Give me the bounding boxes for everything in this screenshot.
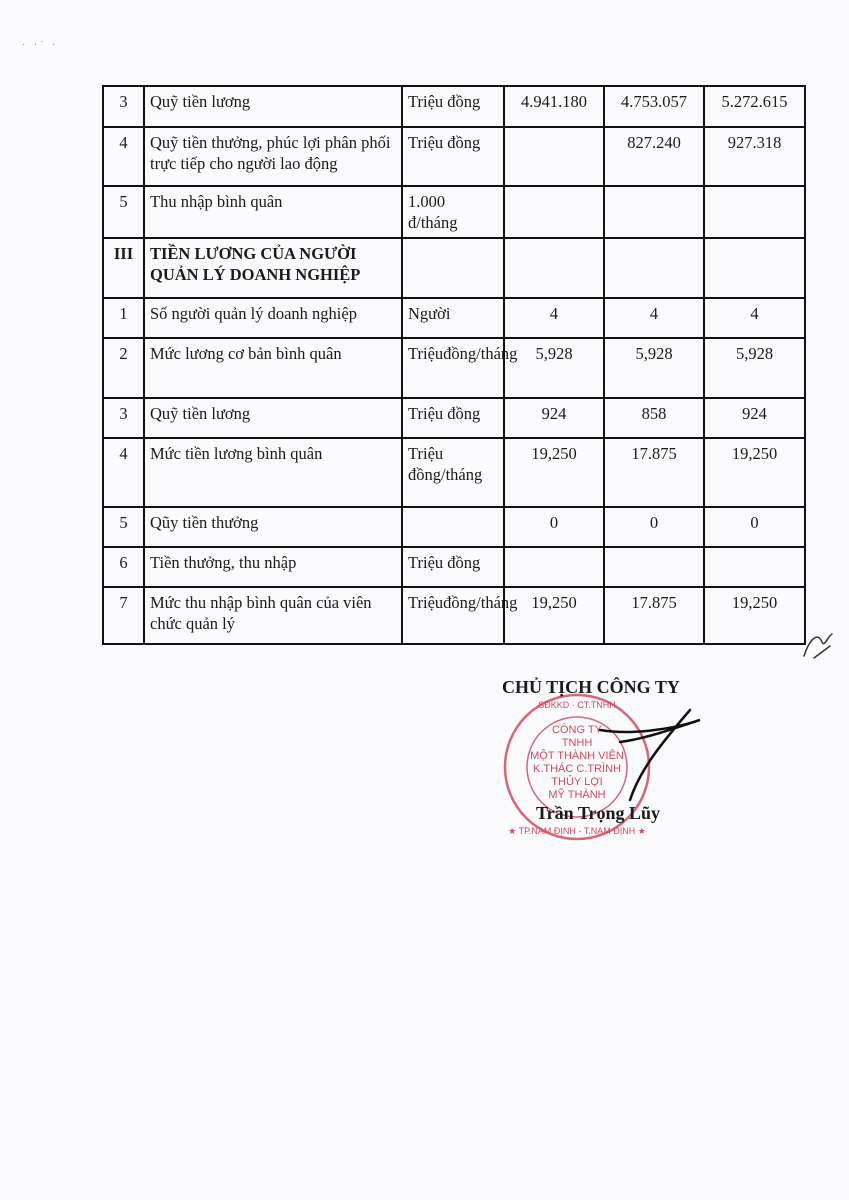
seal-line: CÔNG TY [552,724,602,736]
row-unit: Triệu đồng/tháng [402,438,504,507]
row-value-3: 19,250 [704,438,805,507]
svg-text:★ TP.NAM ĐỊNH - T.NAM ĐỊNH ★: ★ TP.NAM ĐỊNH - T.NAM ĐỊNH ★ [508,826,646,836]
row-value-2: 17.875 [604,438,704,507]
table-row [103,186,805,238]
row-value-3: 927.318 [704,127,805,186]
row-value-2 [604,186,704,238]
row-value-3: 19,250 [704,587,805,644]
row-value-1: 4 [504,298,604,338]
seal-line: MỸ THÀNH [548,789,606,801]
row-name: Quỹ tiền lương [144,398,402,438]
row-unit: Triệu đồng [402,86,504,127]
row-number: 1 [103,298,144,338]
row-value-1: 19,250 [504,587,604,644]
table-body [103,86,805,644]
row-value-2: 5,928 [604,338,704,398]
row-value-2: 858 [604,398,704,438]
row-value-3: 0 [704,507,805,547]
row-name: TIỀN LƯƠNG CỦA NGƯỜI QUẢN LÝ DOANH NGHIỆP [144,238,402,298]
row-name: Qũy tiền thưởng [144,507,402,547]
signer-title: CHỦ TỊCH CÔNG TY [502,677,680,697]
row-value-2 [604,238,704,298]
signature-scribble-icon [570,690,710,810]
signature-block [490,672,720,842]
row-number: 3 [103,86,144,127]
row-value-2: 17.875 [604,587,704,644]
table-row [103,438,805,507]
row-unit: Triệuđồng/tháng [402,338,504,398]
row-value-3: 5,928 [704,338,805,398]
row-number: 2 [103,338,144,398]
row-value-3: 924 [704,398,805,438]
seal-line: TNHH [561,737,593,749]
row-value-2 [604,547,704,587]
row-value-1: 924 [504,398,604,438]
row-value-2: 827.240 [604,127,704,186]
svg-text:SĐKKD · CT.TNHH: SĐKKD · CT.TNHH [538,700,616,710]
row-number: 6 [103,547,144,587]
table-row [103,587,805,644]
row-number: 5 [103,186,144,238]
row-value-1: 0 [504,507,604,547]
row-value-1 [504,238,604,298]
salary-table [102,85,806,645]
row-value-1: 4.941.180 [504,86,604,127]
row-value-3 [704,238,805,298]
row-name: Mức lương cơ bản bình quân [144,338,402,398]
row-name: Quỹ tiền lương [144,86,402,127]
seal-line: THỦY LỢI [551,776,603,788]
row-unit: Triệuđồng/tháng [402,587,504,644]
row-number: 4 [103,127,144,186]
signer-name: Trần Trọng Lũy [536,803,661,823]
scan-specks: · ·˙ · [22,40,59,51]
row-value-3 [704,547,805,587]
row-value-2: 4.753.057 [604,86,704,127]
row-value-1: 5,928 [504,338,604,398]
table-row [103,238,805,298]
table-row [103,547,805,587]
row-name: Thu nhập bình quân [144,186,402,238]
row-name: Mức tiền lương bình quân [144,438,402,507]
row-value-2: 0 [604,507,704,547]
row-number: III [103,238,144,298]
seal-line: K.THÁC C.TRÌNH [533,763,621,775]
row-value-1: 19,250 [504,438,604,507]
row-unit: Người [402,298,504,338]
row-name: Tiền thưởng, thu nhập [144,547,402,587]
row-value-1 [504,186,604,238]
seal-line: MỘT THÀNH VIÊN [530,750,624,762]
row-value-3: 5.272.615 [704,86,805,127]
row-unit: Triệu đồng [402,127,504,186]
row-name: Mức thu nhập bình quân của viên chức quản lý [144,587,402,644]
row-number: 3 [103,398,144,438]
table-row [103,338,805,398]
row-value-3 [704,186,805,238]
table-row [103,398,805,438]
table-row [103,127,805,186]
row-name: Quỹ tiền thưởng, phúc lợi phân phối trực tiếp cho người lao động [144,127,402,186]
initials-mark-icon [800,628,836,662]
row-unit: Triệu đồng [402,398,504,438]
row-unit [402,507,504,547]
row-unit: Triệu đồng [402,547,504,587]
row-unit: 1.000 đ/tháng [402,186,504,238]
row-number: 7 [103,587,144,644]
table-row [103,86,805,127]
table-row [103,507,805,547]
row-number: 5 [103,507,144,547]
row-value-3: 4 [704,298,805,338]
row-unit [402,238,504,298]
row-value-2: 4 [604,298,704,338]
row-value-1 [504,127,604,186]
row-name: Số người quản lý doanh nghiệp [144,298,402,338]
row-value-1 [504,547,604,587]
row-number: 4 [103,438,144,507]
table-row [103,298,805,338]
